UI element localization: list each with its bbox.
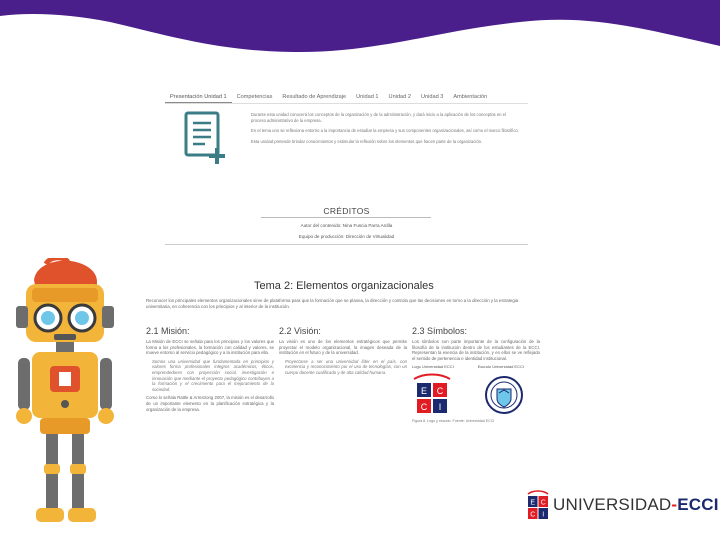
intro-paragraph: Durante esta unidad conocerá los conceptos de la organización y de la administración, y dará inicio a la aplicación de los conceptos en el proceso administrativo de la empresa. xyxy=(251,112,506,123)
logo-labels xyxy=(412,364,524,369)
panel-bottom-border xyxy=(165,244,528,245)
credits-title: CRÉDITOS xyxy=(323,206,370,216)
credit-author: Autor del contenido: Nina Fuscia Parra Ardila xyxy=(300,223,393,228)
section-heading: 2.3 Símbolos: xyxy=(412,326,468,336)
section-heading: 2.2 Visión: xyxy=(279,326,321,336)
section-simbolos xyxy=(412,326,540,423)
credits-divider xyxy=(261,217,431,218)
unit-intro-text xyxy=(251,112,521,149)
topic-intro: Reconocer los principales elementos organizacionales sirve de plataforma para que la formación que se planea, la dirección y controla que las decisiones en torno a la dirección y la estrategia universitaria, en coherencia con los principios y al interior de la institución. xyxy=(146,298,519,309)
section-paragraph: Como lo señala Rattle & Armstrong 2007, la misión es el desarrollo de un importante elemento en la planificación estratégica y la organización de la empresa. xyxy=(146,395,274,412)
brand-name-suffix: ECCI xyxy=(677,495,719,514)
ecci-logo-image xyxy=(412,373,452,417)
universidad-ecci-brand xyxy=(527,490,719,520)
topic-title: Tema 2: Elementos organizacionales xyxy=(254,280,434,292)
brand-separator: - xyxy=(671,495,678,514)
credit-team: Equipo de producción: Dirección de Virtualidad xyxy=(298,234,395,239)
ecci-shield-image xyxy=(484,373,524,417)
section-quote: Proyectarse a ser una universidad líder en el país, con excelencia y reconocimiento por el uso de tecnologías, con un cuerpo docente cualificado y de alta calidad humana. xyxy=(285,358,407,375)
tab-unidad-1[interactable]: Unidad 1 xyxy=(356,94,379,100)
section-paragraph: La visión es uno de los elementos estratégicos que permite proyectar el modelo organizacional, la imagen deseada de la institución en el futuro y de la universidad. xyxy=(279,339,407,356)
svg-text:C: C xyxy=(436,386,444,397)
tab-resultado[interactable]: Resultado de Aprendizaje xyxy=(282,94,347,100)
brand-mark-letter: E xyxy=(530,499,536,507)
section-paragraph: Los símbolos son parte importante de la configuración de la filosofía de la institución dentro de los estudiantes de la ECCI. Representan la esencia de la institución, y en ellos se ve reflejado el sentido de pertenencia e identidad institucional. xyxy=(412,339,540,361)
svg-text:E: E xyxy=(420,386,428,397)
tab-ambientacion[interactable]: Ambientación xyxy=(453,94,488,100)
header-wave xyxy=(0,0,720,80)
brand-mark-letter: C xyxy=(530,511,536,519)
tab-competencias[interactable]: Competencias xyxy=(236,94,273,100)
intro-paragraph: En el tema uno se reflexiona entorno a la importancia de estudiar la empresa y sus componentes organizacionales, así como el marco filosófico. xyxy=(251,128,519,134)
brand-mark-letter: I xyxy=(542,511,545,519)
brand-wordmark xyxy=(553,495,719,515)
robot-mascot-illustration xyxy=(6,258,124,538)
symbol-images xyxy=(412,373,524,417)
svg-text:I: I xyxy=(438,402,442,413)
section-mision xyxy=(146,326,274,415)
tab-presentacion[interactable]: Presentación Unidad 1 xyxy=(165,92,232,103)
brand-mark-letter: C xyxy=(540,499,546,507)
intro-paragraph: Esta unidad pretende brindar conocimientos y estimular la reflexión sobre los elementos que hacen parte de la organización. xyxy=(251,138,483,144)
course-panel-screenshot xyxy=(165,86,528,248)
figure-caption: Figura 8. Logo y escudo. Fuente: Universidad ECCI xyxy=(412,419,495,424)
tab-unidad-3[interactable]: Unidad 3 xyxy=(420,94,444,100)
section-quote: Somos una universidad que fundamentada en principios y valores forma profesionales integros académicos, éticos, emprendedores con proyección social, investigación e innovación que mediante el proyecto pedagógico contribuyen a la formación y el crecimiento para el mejoramiento de la sociedad. xyxy=(152,358,274,392)
section-vision xyxy=(279,326,407,379)
svg-text:C: C xyxy=(420,402,428,413)
topic-panel-screenshot xyxy=(136,276,540,486)
shield-label: Escudo Universidad ECCI xyxy=(477,364,524,370)
course-tab-bar xyxy=(165,92,528,104)
section-heading: 2.1 Misión: xyxy=(146,326,190,336)
tab-unidad-2[interactable]: Unidad 2 xyxy=(388,94,411,100)
section-paragraph: La Misión de ECCI se señala para los principios y los valores que forma a los profesionales, la formación con calidad y valores, se mueve entorno al servicio pedagógico y a la institución para ella. xyxy=(146,339,274,356)
document-plus-icon xyxy=(183,110,227,166)
brand-name-prefix: UNIVERSIDAD xyxy=(553,495,672,514)
ecci-brand-mark-icon xyxy=(527,490,549,520)
logo-label: Logo Universidad ECCI xyxy=(412,364,454,370)
